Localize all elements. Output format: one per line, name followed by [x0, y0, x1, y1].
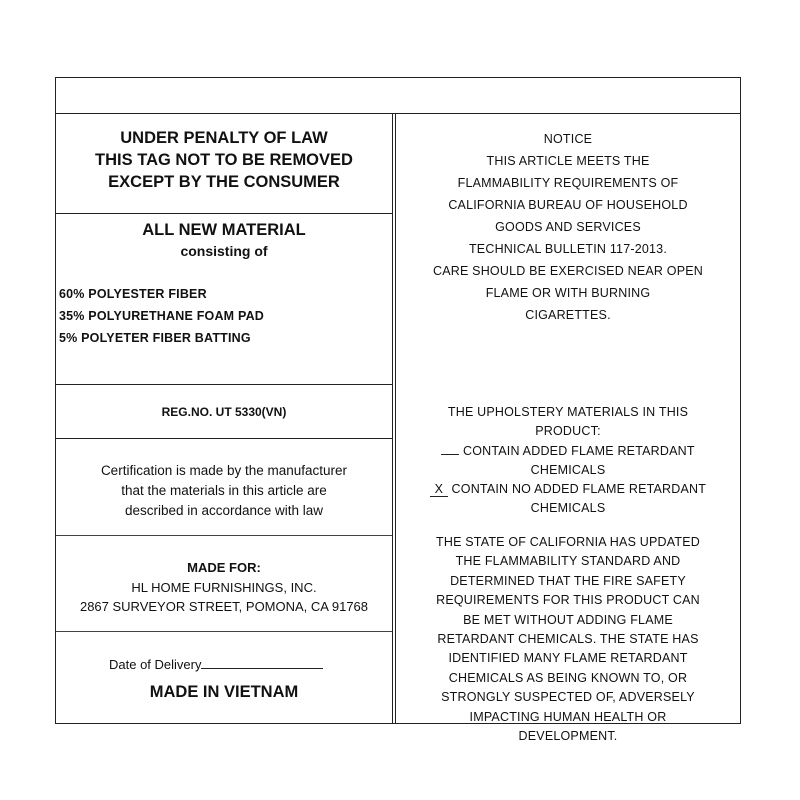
material-item: 5% POLYETER FIBER BATTING: [59, 331, 251, 345]
state-line: DEVELOPMENT.: [518, 729, 618, 744]
certification-line-1: Certification is made by the manufacturer: [100, 463, 348, 478]
state-line: THE FLAMMABILITY STANDARD AND: [455, 554, 681, 569]
notice-line: THIS ARTICLE MEETS THE: [486, 154, 650, 168]
made-for-section: [56, 536, 392, 632]
state-line: IMPACTING HUMAN HEALTH OR: [469, 709, 667, 724]
company-address: 2867 SURVEYOR STREET, POMONA, CA 91768: [79, 599, 369, 614]
option-text: CONTAIN ADDED FLAME RETARDANT: [462, 444, 695, 458]
checkbox-marked: X: [430, 483, 448, 497]
state-line: CHEMICALS AS BEING KNOWN TO, OR: [448, 670, 688, 685]
option-text: CONTAIN NO ADDED FLAME RETARDANT: [451, 482, 707, 496]
notice-line: NOTICE: [543, 132, 593, 146]
material-section: [56, 214, 392, 385]
option-text-continued: CHEMICALS: [530, 501, 606, 515]
country-of-origin: MADE IN VIETNAM: [149, 683, 299, 701]
notice-line: CARE SHOULD BE EXERCISED NEAR OPEN: [432, 264, 704, 278]
registration-number: REG.NO. UT 5330(VN): [56, 385, 392, 439]
made-for-label: MADE FOR:: [187, 560, 261, 575]
delivery-date-blank: [201, 656, 323, 669]
state-line: RETARDANT CHEMICALS. THE STATE HAS: [437, 632, 699, 647]
state-line: BE MET WITHOUT ADDING FLAME: [463, 612, 673, 627]
left-column: [56, 113, 392, 723]
notice-line: CALIFORNIA BUREAU OF HOUSEHOLD: [448, 198, 688, 212]
law-tag: [55, 77, 741, 744]
upholstery-intro-1: THE UPHOLSTERY MATERIALS IN THIS: [447, 405, 689, 419]
certification-statement: [56, 439, 392, 536]
state-line: DETERMINED THAT THE FIRE SAFETY: [450, 573, 686, 588]
upholstery-intro-2: PRODUCT:: [535, 424, 601, 438]
state-line: STRONGLY SUSPECTED OF, ADVERSELY: [441, 690, 695, 705]
certification-line-2: that the materials in this article are: [121, 483, 327, 498]
notice-line: CIGARETTES.: [525, 308, 611, 322]
option-added-chemicals: [396, 441, 740, 461]
state-line: REQUIREMENTS FOR THIS PRODUCT CAN: [436, 593, 700, 608]
state-notice: [396, 533, 740, 746]
flammability-notice: [396, 128, 740, 326]
notice-line: GOODS AND SERVICES: [495, 220, 641, 234]
notice-line: TECHNICAL BULLETIN 117-2013.: [468, 242, 668, 256]
right-column: [396, 113, 740, 744]
material-item: 35% POLYURETHANE FOAM PAD: [59, 309, 265, 323]
notice-line: FLAME OR WITH BURNING: [485, 286, 651, 300]
delivery-date-field: [109, 656, 323, 672]
warning-line-1: UNDER PENALTY OF LAW: [120, 129, 328, 147]
checkbox-blank: [441, 441, 459, 455]
certification-line-3: described in accordance with law: [124, 503, 324, 518]
material-item: 60% POLYESTER FIBER: [59, 287, 207, 301]
option-no-added-chemicals: [396, 480, 740, 499]
material-list: [56, 283, 392, 349]
material-subheading: consisting of: [180, 243, 268, 259]
delivery-label: Date of Delivery: [109, 657, 202, 672]
notice-line: FLAMMABILITY REQUIREMENTS OF: [457, 176, 679, 190]
legal-warning: [56, 113, 392, 214]
option-text-continued: CHEMICALS: [530, 463, 606, 477]
warning-line-2: THIS TAG NOT TO BE REMOVED: [95, 151, 353, 169]
warning-line-3: EXCEPT BY THE CONSUMER: [108, 173, 340, 191]
state-line: THE STATE OF CALIFORNIA HAS UPDATED: [436, 535, 700, 549]
material-heading: ALL NEW MATERIAL: [142, 221, 306, 239]
upholstery-disclosure: [396, 403, 740, 518]
company-name: HL HOME FURNISHINGS, INC.: [131, 579, 317, 595]
delivery-section: [56, 632, 392, 723]
state-line: IDENTIFIED MANY FLAME RETARDANT: [448, 651, 688, 666]
tag-top-band: [56, 78, 740, 114]
